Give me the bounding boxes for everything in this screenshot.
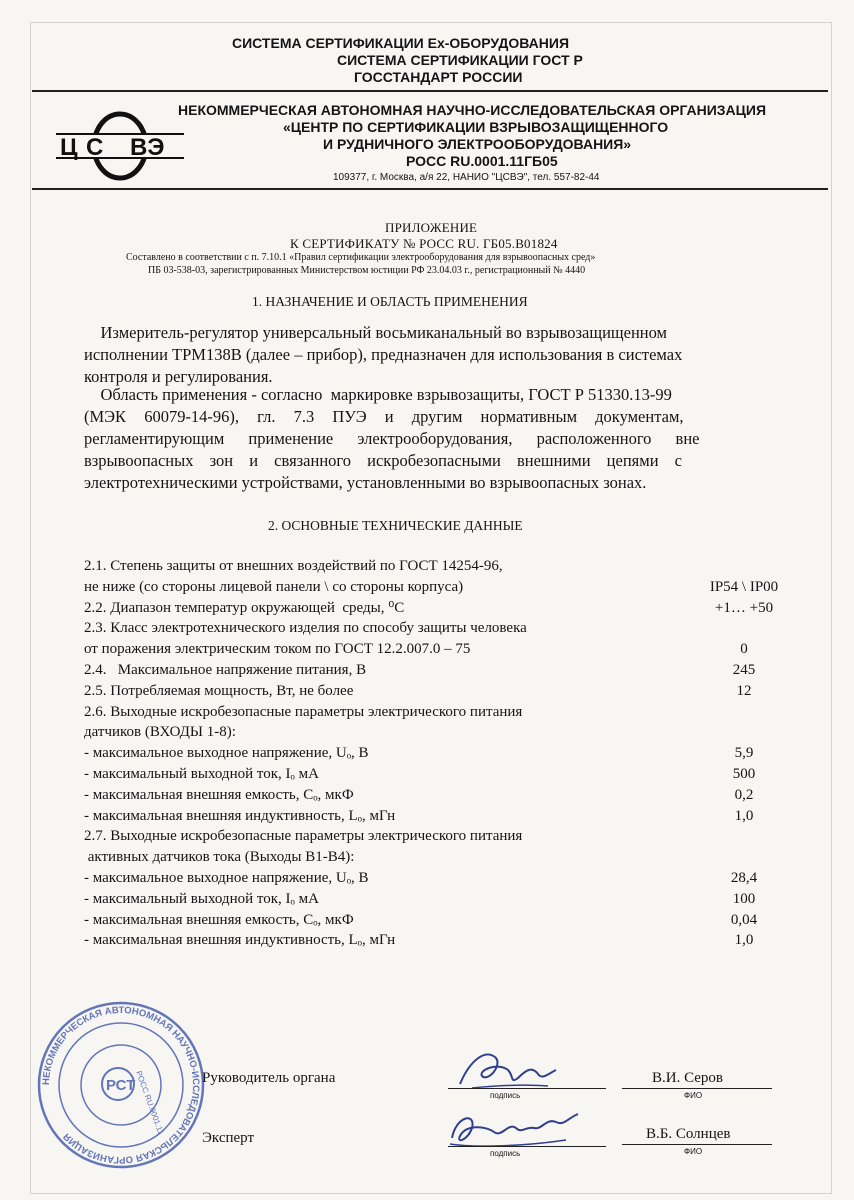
appendix-subtitle: К СЕРТИФИКАТУ № РОСС RU. ГБ05.В01824 <box>290 236 558 251</box>
header-divider-bottom <box>32 188 828 190</box>
appendix-note-2: ПБ 03-538-03, зарегистрированных Министерством юстиции РФ 23.04.03 г., регистрационный № 4440 <box>148 265 586 276</box>
spec-label: датчиков (ВХОДЫ 1-8): <box>84 724 236 741</box>
spec-row <box>84 847 784 867</box>
spec-value: 0,04 <box>730 911 758 928</box>
spec-row <box>84 660 784 680</box>
paragraph-line: контроля и регулирования. <box>84 367 273 386</box>
spec-label: 2.6. Выходные искробезопасные параметры электрического питания <box>84 703 523 720</box>
appendix-note-1: Составлено в соответствии с п. 7.10.1 «Правил сертификации электрооборудования для взрывоопасных сред» <box>126 252 596 263</box>
spec-label: - максимальная внешняя емкость, Cₒ, мкФ <box>84 786 354 803</box>
org-registration: РОСС RU.0001.11ГБ05 <box>406 153 558 169</box>
head-signature-line <box>448 1088 606 1089</box>
spec-label: 2.1. Степень защиты от внешних воздействий по ГОСТ 14254-96, <box>84 558 503 574</box>
svg-text:Ц: Ц <box>60 134 78 161</box>
spec-label: - максимальная внешняя емкость, Cₒ, мкФ <box>84 911 354 928</box>
head-name-line <box>622 1088 772 1089</box>
spec-row <box>84 785 784 805</box>
spec-label: - максимальная внешняя индуктивность, Lₒ, мГн <box>84 807 396 824</box>
spec-row <box>84 910 784 930</box>
spec-label: - максимальный выходной ток, Iₒ мА <box>84 890 319 907</box>
expert-role-label: Эксперт <box>202 1130 255 1146</box>
spec-row <box>84 743 784 763</box>
org-line-1: НЕКОММЕРЧЕСКАЯ АВТОНОМНАЯ НАУЧНО-ИССЛЕДОВАТЕЛЬСКАЯ ОРГАНИЗАЦИЯ <box>178 102 767 118</box>
csve-logo <box>56 108 186 186</box>
org-line-2: «ЦЕНТР ПО СЕРТИФИКАЦИИ ВЗРЫВОЗАЩИЩЕННОГО <box>283 119 669 135</box>
official-stamp <box>36 1000 206 1170</box>
spec-row <box>84 556 784 576</box>
spec-value: 245 <box>732 662 756 678</box>
expert-signature-caption: подпись <box>490 1149 521 1158</box>
spec-label: 2.7. Выходные искробезопасные параметры электрического питания <box>84 828 523 845</box>
expert-name: В.Б. Солнцев <box>646 1126 731 1142</box>
svg-text:С: С <box>86 134 104 161</box>
svg-text:ВЭ: ВЭ <box>130 134 165 161</box>
spec-value: 0,2 <box>734 786 754 803</box>
paragraph-line: Область применения - согласно маркировке взрывозащиты, ГОСТ Р 51330.13-99 <box>84 385 672 404</box>
spec-label: 2.3. Класс электротехнического изделия по способу защиты человека <box>84 620 527 637</box>
spec-label: - максимальный выходной ток, Iₒ мА <box>84 766 319 782</box>
head-name: В.И. Серов <box>652 1070 724 1086</box>
spec-value: 500 <box>732 766 756 782</box>
spec-row <box>84 702 784 722</box>
paragraph-line: взрывоопасных зон и связанного искробезопасными внешними цепями с <box>84 451 682 470</box>
head-role-label: Руководитель органа <box>202 1070 336 1086</box>
spec-row <box>84 764 784 784</box>
spec-row <box>84 826 784 846</box>
header-divider-top <box>32 90 828 92</box>
spec-label: - максимальное выходное напряжение, Uₒ, В <box>84 870 369 886</box>
appendix-title: ПРИЛОЖЕНИЕ <box>385 220 478 235</box>
spec-row <box>84 577 784 597</box>
spec-row <box>84 868 784 888</box>
paragraph-line: (МЭК 60079-14-96), гл. 7.3 ПУЭ и другим нормативным документам, <box>84 407 684 426</box>
svg-text:РСТ: РСТ <box>106 1077 136 1094</box>
spec-label: 2.4. Максимальное напряжение питания, В <box>84 662 367 678</box>
spec-row <box>84 598 784 618</box>
spec-value: +1… +50 <box>714 599 774 616</box>
system-line-1: СИСТЕМА СЕРТИФИКАЦИИ Ex-ОБОРУДОВАНИЯ <box>232 35 570 51</box>
org-address: 109377, г. Москва, а/я 22, НАНИО "ЦСВЭ", тел. 557-82-44 <box>333 172 600 183</box>
spec-label: - максимальная внешняя индуктивность, Lₒ, мГн <box>84 932 396 949</box>
head-signature-caption: подпись <box>490 1091 521 1100</box>
expert-name-line <box>622 1144 772 1145</box>
section1-paragraph-1 <box>84 322 764 388</box>
spec-label: активных датчиков тока (Выходы В1-В4): <box>84 849 355 866</box>
spec-label: - максимальное выходное напряжение, Uₒ, В <box>84 745 369 762</box>
paragraph-line: Измеритель-регулятор универсальный восьмиканальный во взрывозащищенном <box>84 323 667 342</box>
spec-value: 5,9 <box>734 745 754 762</box>
spec-label: от поражения электрическим током по ГОСТ 12.2.007.0 – 75 <box>84 641 471 658</box>
stamp-outer-text: НЕКОММЕРЧЕСКАЯ АВТОНОМНАЯ НАУЧНО-ИССЛЕДОВАТЕЛЬСКАЯ ОРГАНИЗАЦИЯ <box>40 1004 202 1166</box>
expert-signature-line <box>448 1146 606 1147</box>
spec-value: 12 <box>736 682 752 699</box>
head-name-caption: ФИО <box>684 1091 703 1100</box>
spec-value: 1,0 <box>734 807 754 824</box>
spec-label: 2.2. Диапазон температур окружающей среды, ⁰С <box>84 599 405 616</box>
system-line-3: ГОССТАНДАРТ РОССИИ <box>354 69 523 85</box>
spec-label: не ниже (со стороны лицевой панели \ со стороны корпуса) <box>84 578 464 595</box>
spec-row <box>84 722 784 742</box>
paragraph-line: электротехническими устройствами, установленными во взрывоопасных зонах. <box>84 473 647 492</box>
paragraph-line: исполнении ТРМ138В (далее – прибор), предназначен для использования в системах <box>84 345 683 364</box>
system-line-2: СИСТЕМА СЕРТИФИКАЦИИ ГОСТ Р <box>337 52 583 68</box>
spec-row <box>84 889 784 909</box>
stamp-center-text: РОСС RU.0001.11 <box>134 1069 166 1136</box>
expert-name-caption: ФИО <box>684 1147 703 1156</box>
spec-value: 0 <box>740 641 748 658</box>
spec-label: 2.5. Потребляемая мощность, Вт, не более <box>84 682 354 699</box>
spec-value: 1,0 <box>734 932 754 949</box>
spec-row <box>84 639 784 659</box>
org-line-3: И РУДНИЧНОГО ЭЛЕКТРООБОРУДОВАНИЯ» <box>323 136 632 152</box>
spec-value: IP54 \ IP00 <box>709 578 779 595</box>
spec-row <box>84 930 784 950</box>
spec-row <box>84 806 784 826</box>
section1-title: 1. НАЗНАЧЕНИЕ И ОБЛАСТЬ ПРИМЕНЕНИЯ <box>252 294 528 309</box>
section1-paragraph-2 <box>84 384 764 494</box>
section2-title: 2. ОСНОВНЫЕ ТЕХНИЧЕСКИЕ ДАННЫЕ <box>268 518 523 533</box>
spec-value: 28,4 <box>730 870 758 886</box>
spec-value: 100 <box>732 890 756 907</box>
spec-row <box>84 681 784 701</box>
spec-row <box>84 618 784 638</box>
paragraph-line: регламентирующим применение электрооборудования, расположенного вне <box>84 429 700 448</box>
